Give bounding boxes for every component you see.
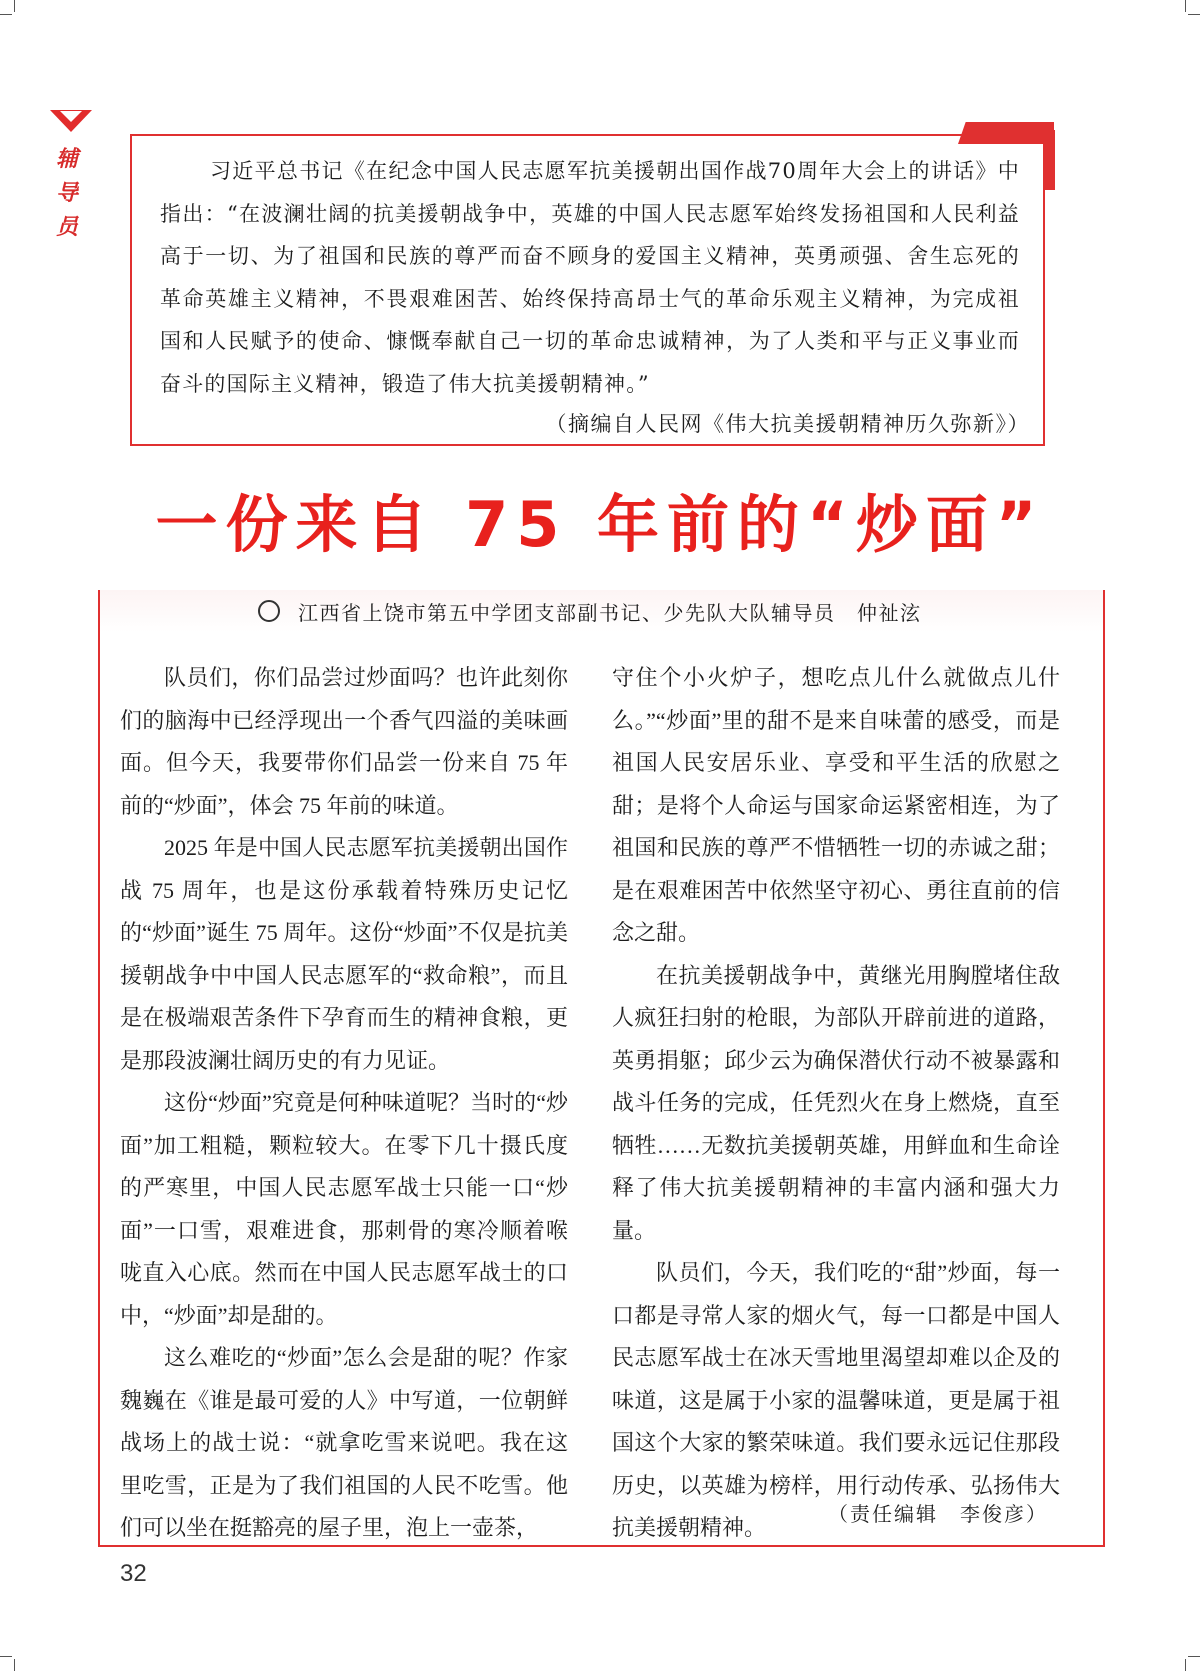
crop-mark: [1185, 1659, 1186, 1671]
paragraph: 这份“炒面”究竟是何种味道呢？当时的“炒面”加工粗糙，颗粒较大。在零下几十摄氏度的严寒里，中国人民志愿军战士只能一口“炒面”一口雪，艰难进食，那刺骨的寒冷顺着喉咙直入心底。然而在中国人民志愿军战士的口中，“炒面”却是甜的。: [120, 1090, 568, 1328]
crop-mark: [1188, 14, 1200, 15]
left-column: [120, 657, 568, 1550]
author-line: [258, 596, 922, 626]
paragraph: 在抗美援朝战争中，黄继光用胸膛堵住敌人疯狂扫射的枪眼，为部队开辟前进的道路，英勇捐躯；邱少云为确保潜伏行动不被暴露和战斗任务的完成，任凭烈火在身上燃烧，直至牺牲……无数抗美援朝英雄，用鲜血和生命诠释了伟大抗美援朝精神的丰富内涵和强大力量。: [612, 962, 1060, 1243]
paragraph: 队员们，今天，我们吃的“甜”炒面，每一口都是寻常人家的烟火气，每一口都是中国人民志愿军战士在冰天雪地里渴望却难以企及的味道，这是属于小家的温馨味道，更是属于祖国这个大家的繁荣味道。我们要永远记住那段历史，以英雄为榜样，用行动传承、弘扬伟大抗美援朝精神。: [612, 1260, 1060, 1540]
circle-icon: [258, 600, 280, 622]
crop-mark: [0, 14, 12, 15]
section-emblem-inner: [60, 111, 82, 122]
crop-mark: [0, 1656, 12, 1657]
quote-source: （摘编自人民网《伟大抗美援朝精神历久弥新》）: [545, 412, 1030, 436]
page-number: 32: [120, 1560, 147, 1587]
paragraph: 队员们，你们品尝过炒面吗？也许此刻你们的脑海中已经浮现出一个香气四溢的美味画面。但今天，我要带你们品尝一份来自 75 年前的“炒面”，体会 75 年前的味道。: [120, 665, 568, 818]
paragraph: 这么难吃的“炒面”怎么会是甜的呢？作家魏巍在《谁是最可爱的人》中写道，一位朝鲜战场上的战士说：“就拿吃雪来说吧。我在这里吃雪，正是为了我们祖国的人民不吃雪。他们可以坐在挺豁亮的屋子里，泡上一壶茶，: [120, 1345, 568, 1540]
paragraph-continuation: 守住个小火炉子，想吃点儿什么就做点儿什么。”“炒面”里的甜不是来自味蕾的感受，而是祖国人民安居乐业、享受和平生活的欣慰之甜；是将个人命运与国家命运紧密相连，为了祖国和民族的尊严不惜牺牲一切的赤诚之甜；是在艰难困苦中依然坚守初心、勇往直前的信念之甜。: [612, 665, 1060, 945]
crop-mark: [14, 0, 15, 12]
crop-mark: [1188, 1656, 1200, 1657]
section-name: 辅导员: [55, 146, 78, 240]
article-title: 一份来自 75 年前的“炒面”: [155, 488, 1045, 561]
author-byline: 江西省上饶市第五中学团支部副书记、少先队大队辅导员 仲祉泫: [298, 600, 922, 625]
right-column: [612, 657, 1060, 1550]
paragraph: 2025 年是中国人民志愿军抗美援朝出国作战 75 周年，也是这份承载着特殊历史记忆的“炒面”诞生 75 周年。这份“炒面”不仅是抗美援朝战争中中国人民志愿军的“救命粮”，而且是在极端艰苦条件下孕育而生的精神食粮，更是那段波澜壮阔历史的有力见证。: [120, 835, 568, 1073]
quote-text: 习近平总书记《在纪念中国人民志愿军抗美援朝出国作战70周年大会上的讲话》中指出：“在波澜壮阔的抗美援朝战争中，英雄的中国人民志愿军始终发扬祖国和人民利益高于一切、为了祖国和民族的尊严而奋不顾身的爱国主义精神，英勇顽强、舍生忘死的革命英雄主义精神，不畏艰难困苦、始终保持高昂士气的革命乐观主义精神，为完成祖国和人民赋予的使命、慷慨奉献自己一切的革命忠诚精神，为了人类和平与正义事业而奋斗的国际主义精神，锻造了伟大抗美援朝精神。”: [160, 159, 1020, 396]
editor-credit: （责任编辑 李俊彦）: [828, 1502, 1048, 1526]
crop-mark: [14, 1659, 15, 1671]
quote-corner-side: [1045, 130, 1055, 190]
crop-mark: [1185, 0, 1186, 12]
